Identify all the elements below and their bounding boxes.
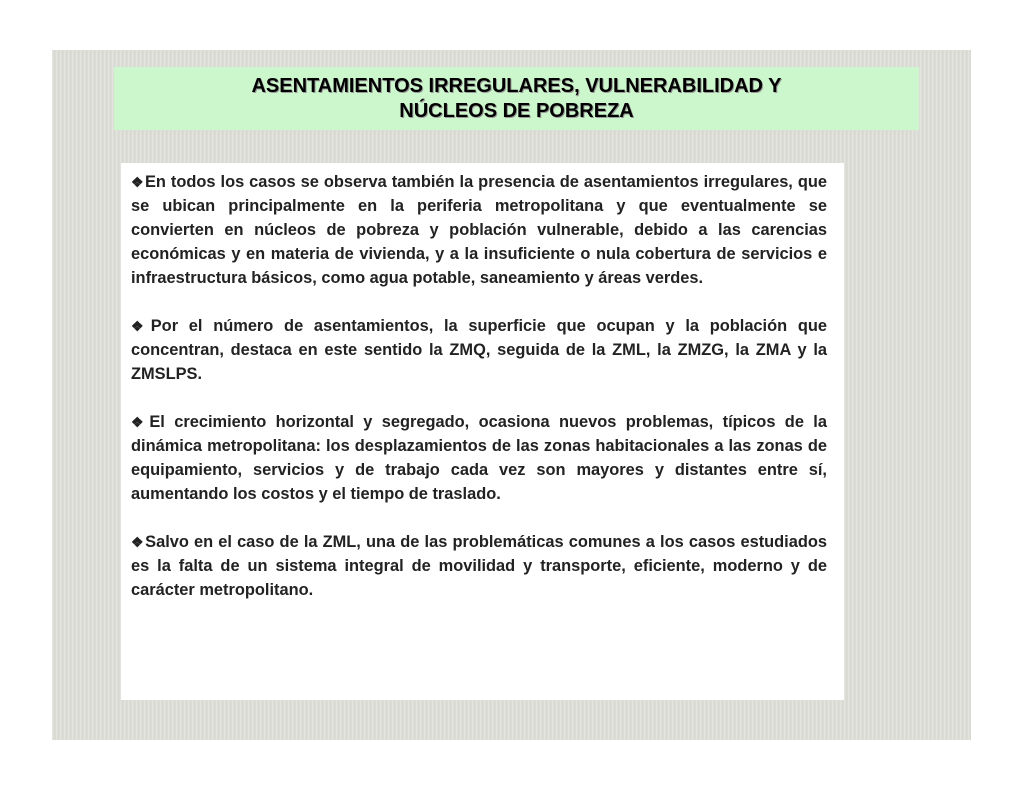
diamond-bullet-icon: ❖ [131, 174, 144, 190]
diamond-bullet-icon: ❖ [131, 318, 150, 334]
paragraph-4 [131, 530, 827, 602]
paragraph-2 [131, 314, 827, 386]
slide [52, 50, 971, 740]
slide-title-line-2: NÚCLEOS DE POBREZA [399, 99, 634, 122]
diamond-bullet-icon: ❖ [131, 534, 145, 550]
title-banner [114, 67, 919, 130]
paragraph-3-text: El crecimiento horizontal y segregado, ocasiona nuevos problemas, típicos de la dinámica metropolitana: los desplazamientos de las zonas habitacionales a las zonas de equipamiento, servicios y de trabajo cada vez son mayores y distantes entre sí, aumentando los costos y el tiempo de traslado. [131, 413, 827, 503]
paragraph-2-text: Por el número de asentamientos, la superficie que ocupan y la población que concentran, destaca en este sentido la ZMQ, seguida de la ZML, la ZMZG, la ZMA y la ZMSLPS. [131, 317, 828, 383]
paragraph-1 [131, 170, 827, 290]
paragraph-3 [131, 410, 827, 506]
paragraph-4-text: Salvo en el caso de la ZML, una de las problemáticas comunes a los casos estudiados es la falta de un sistema integral de movilidad y transporte, eficiente, moderno y de carácter metropolitano. [131, 533, 827, 599]
body-text-box [121, 163, 844, 700]
diamond-bullet-icon: ❖ [131, 414, 149, 430]
paragraph-1-text: En todos los casos se observa también la presencia de asentamientos irregulares, que se ubican principalmente en la periferia metropolitana y que eventualmente se convierten en núcleos de pobreza y población vulnerable, debido a las carencias económicas y en materia de vivienda, y a la insuficiente o nula cobertura de servicios e infraestructura básicos, como agua potable, saneamiento y áreas verdes. [131, 173, 827, 287]
slide-title-line-1: ASENTAMIENTOS IRREGULARES, VULNERABILIDAD Y [251, 74, 782, 97]
